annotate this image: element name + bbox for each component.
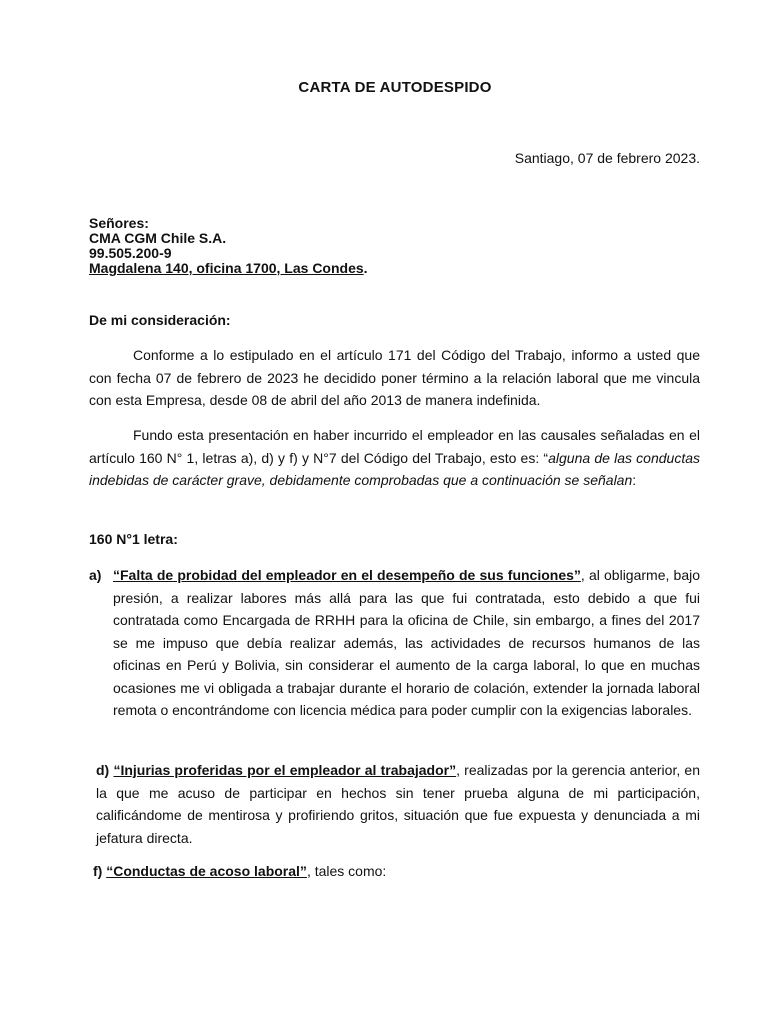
street-end: .	[363, 260, 368, 276]
paragraph-2-text: Fundo esta presentación en haber incurrido el empleador en las causales señaladas en el artículo 160 N° 1, letras a), d) y f) y N°7 del Código del Trabajo, esto es: “	[89, 427, 700, 466]
paragraph-2-end: :	[632, 472, 637, 488]
paragraph-1: Conforme a lo estipulado en el artículo 171 del Código del Trabajo, informo a usted que con fecha 07 de febrero de 2023 he decidido poner término a la relación laboral que me vincula con esta Empresa, desde 08 de abril del año 2013 de manera indefinida.	[89, 347, 700, 408]
paragraph-2-quote: alguna de las conductas indebidas de carácter grave, debidamente comprobadas que a continuación se señalan	[89, 449, 700, 488]
item-f-title: “Conductas de acoso laboral”	[106, 863, 307, 879]
item-d-label: d)	[96, 762, 110, 778]
paragraph-2	[89, 424, 700, 492]
list-item-a	[89, 564, 700, 722]
document-title: CARTA DE AUTODESPIDO	[298, 79, 492, 96]
item-a-text: , al obligarme, bajo presión, a realizar labores más allá para las que fui contratada, esto debido a que fui contratada como Encargada de RRHH para la oficina de Chile, sin embargo, a fines del 2017 se me impuso que debía realizar además, las actividades de recursos humanos de las oficinas en Perú y Bolivia, sin considerar el aumento de la carga laboral, lo que en muchas ocasiones me vi obligada a trabajar durante el horario de colación, extender la jornada laboral remota o encontrándome con licencia médica para poder cumplir con la exigencias laborales.	[113, 567, 700, 718]
company-street	[89, 261, 368, 276]
item-d-text: , realizadas por la gerencia anterior, en la que me acuso de participar en hechos sin tener prueba alguna de mi participación, calificándome de mentirosa y profiriendo gritos, situación que fue expuesta y denunciada a mi jefatura directa.	[96, 762, 700, 846]
list-item-f	[93, 863, 386, 879]
company-name: CMA CGM Chile S.A.	[89, 230, 227, 246]
company-rut: 99.505.200-9	[89, 245, 172, 261]
list-item-d	[96, 759, 700, 849]
item-d-title: “Injurias proferidas por el empleador al trabajador”	[113, 762, 457, 778]
item-a-title: “Falta de probidad del empleador en el desempeño de sus funciones”	[113, 567, 581, 583]
item-a-label: a)	[89, 567, 102, 583]
street-text: Magdalena 140, oficina 1700, Las Condes	[89, 260, 364, 276]
item-a-body	[113, 564, 700, 722]
item-f-label: f)	[93, 863, 103, 879]
letter-date: Santiago, 07 de febrero 2023.	[514, 150, 700, 166]
item-f-text: , tales como:	[306, 863, 387, 879]
salutation: Señores:	[89, 215, 149, 231]
recipient-address	[89, 216, 368, 276]
greeting: De mi consideración:	[89, 312, 231, 328]
section-heading: 160 N°1 letra:	[89, 531, 178, 547]
